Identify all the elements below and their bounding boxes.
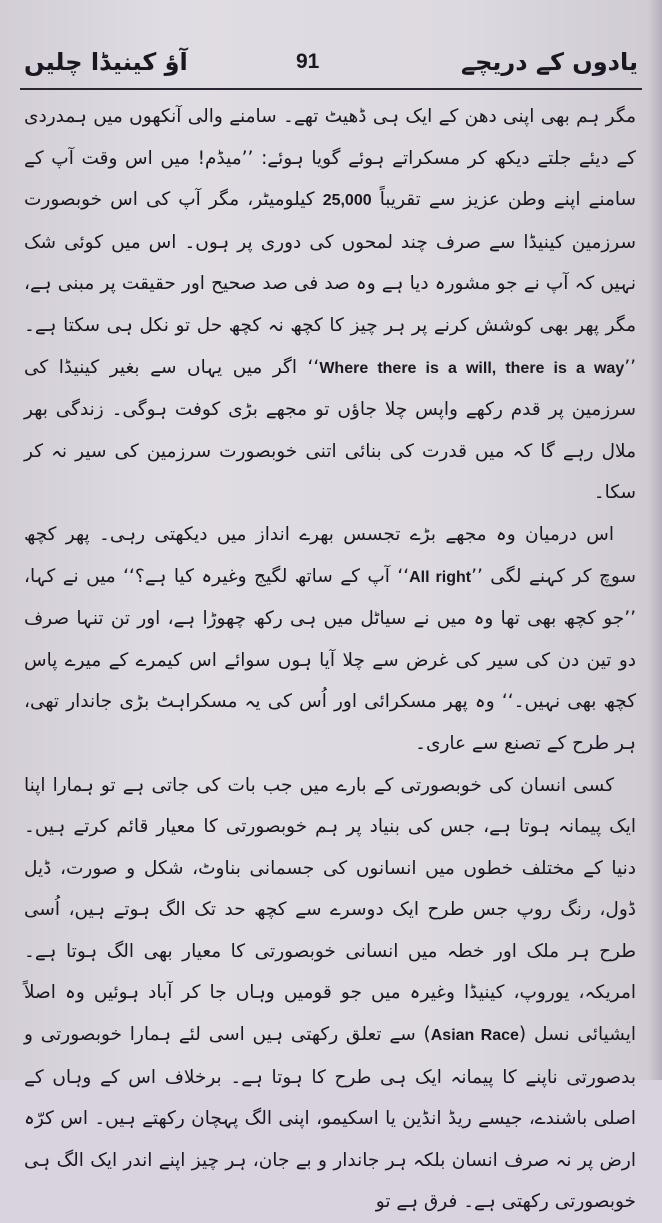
paragraph-text: کیلومیٹر، مگر آپ کی اس خوبصورت سرزمین کینیڈا سے صرف چند لمحوں کی دوری پر ہوں۔ اس میں کوئی شک نہیں کہ آپ نے جو مشورہ دیا ہے وہ صد فی صد صحیح اور حقیقت پر مبنی ہے، مگر پھر بھی کوشش کرنے پر ہر چیز کا کچھ نہ کچھ حل تو نکل ہی سکتا ہے۔ ’’ <box>24 189 636 377</box>
paragraph-text: مگر ہم بھی اپنی دھن کے ایک ہی ڈھیٹ تھے۔ سامنے والی آنکھوں میں ہمدردی کے دیئے جلتے دیکھ کر مسکراتے ہوئے گویا ہوئے: ’’میڈم! میں اس وقت آپ کے سامنے اپنے وطن عزیز سے تقریباً <box>24 106 636 210</box>
paragraph-text: اس درمیان وہ مجھے بڑے تجسس بھرے انداز میں دیکھتی رہی۔ پھر کچھ سوچ کر کہنے لگی ’’ <box>24 524 636 587</box>
english-phrase: 25,000 <box>323 192 372 209</box>
paragraph-text: ‘‘ آپ کے ساتھ لگیج وغیرہ کیا ہے؟‘‘ میں نے کہا، ’’جو کچھ بھی تھا وہ میں نے سیاٹل میں ہی رکھ چھوڑا ہے، اور تن تنہا صرف دو تین دن کی سیر کی غرض سے چلا آیا ہوں سوائے اس کیمرے کے میرے پاس کچھ بھی نہیں۔‘‘ وہ پھر مسکرائی اور اُس کی یہ مسکراہٹ بڑی جاندار تھی، ہر طرح کے تصنع سے عاری۔ <box>24 566 636 754</box>
book-title: یادوں کے دریچے <box>461 48 638 76</box>
paragraph <box>24 514 636 765</box>
paragraph <box>24 96 636 514</box>
english-phrase: Asian Race <box>431 1027 519 1044</box>
paragraph-text: کسی انسان کی خوبصورتی کے بارے میں جب بات کی جاتی ہے تو ہمارا اپنا ایک پیمانہ ہوتا ہے، جس کی بنیاد پر ہم خوبصورتی کا معیار قائم کرتے ہیں۔ دنیا کے مختلف خطوں میں انسانوں کی جسمانی بناوٹ، شکل و صورت، ڈیل ڈول، رنگ روپ جس طرح ایک دوسرے سے کچھ حد تک الگ ہوتے ہیں، اُسی طرح ہر ملک اور خطہ میں انسانی خوبصورتی کا معیار بھی الگ ہوتا ہے۔ امریکہ، یوروپ، کینیڈا وغیرہ میں جو قومیں وہاں جا کر آباد ہوئیں وہ اصلاً ایشیائی نسل ( <box>24 775 636 1046</box>
body-text <box>24 96 636 1223</box>
english-phrase: All right <box>409 569 471 586</box>
chapter-title: آؤ کینیڈا چلیں <box>24 48 188 76</box>
paragraph-text: ‘‘ اگر میں یہاں سے بغیر کینیڈا کی سرزمین پر قدم رکھے واپس چلا جاؤں تو مجھے بڑی کوفت ہوگی۔ زندگی بھر ملال رہے گا کہ میں قدرت کی بنائی اتنی خوبصورت سرزمین کی سیر نہ کر سکا۔ <box>24 357 636 504</box>
english-phrase: Where there is a will, there is a way <box>319 360 624 377</box>
paragraph <box>24 765 636 1223</box>
paragraph-text: ) سے تعلق رکھتی ہیں اسی لئے ہمارا خوبصورتی و بدصورتی ناپنے کا پیمانہ ایک ہی طرح کا ہوتا ہے۔ برخلاف اس کے وہاں کے اصلی باشندے، جیسے ریڈ انڈین یا اسکیمو، اپنی الگ پہچان رکھتے ہیں۔ اس کرّہ ارض پر نہ صرف انسان بلکہ ہر جاندار و بے جان، ہر چیز اپنے اندر ایک الگ ہی خوبصورتی رکھتی ہے۔ فرق ہے تو <box>24 1024 636 1212</box>
header-rule <box>20 88 642 90</box>
page-number: 91 <box>296 50 319 74</box>
running-header <box>20 42 642 84</box>
